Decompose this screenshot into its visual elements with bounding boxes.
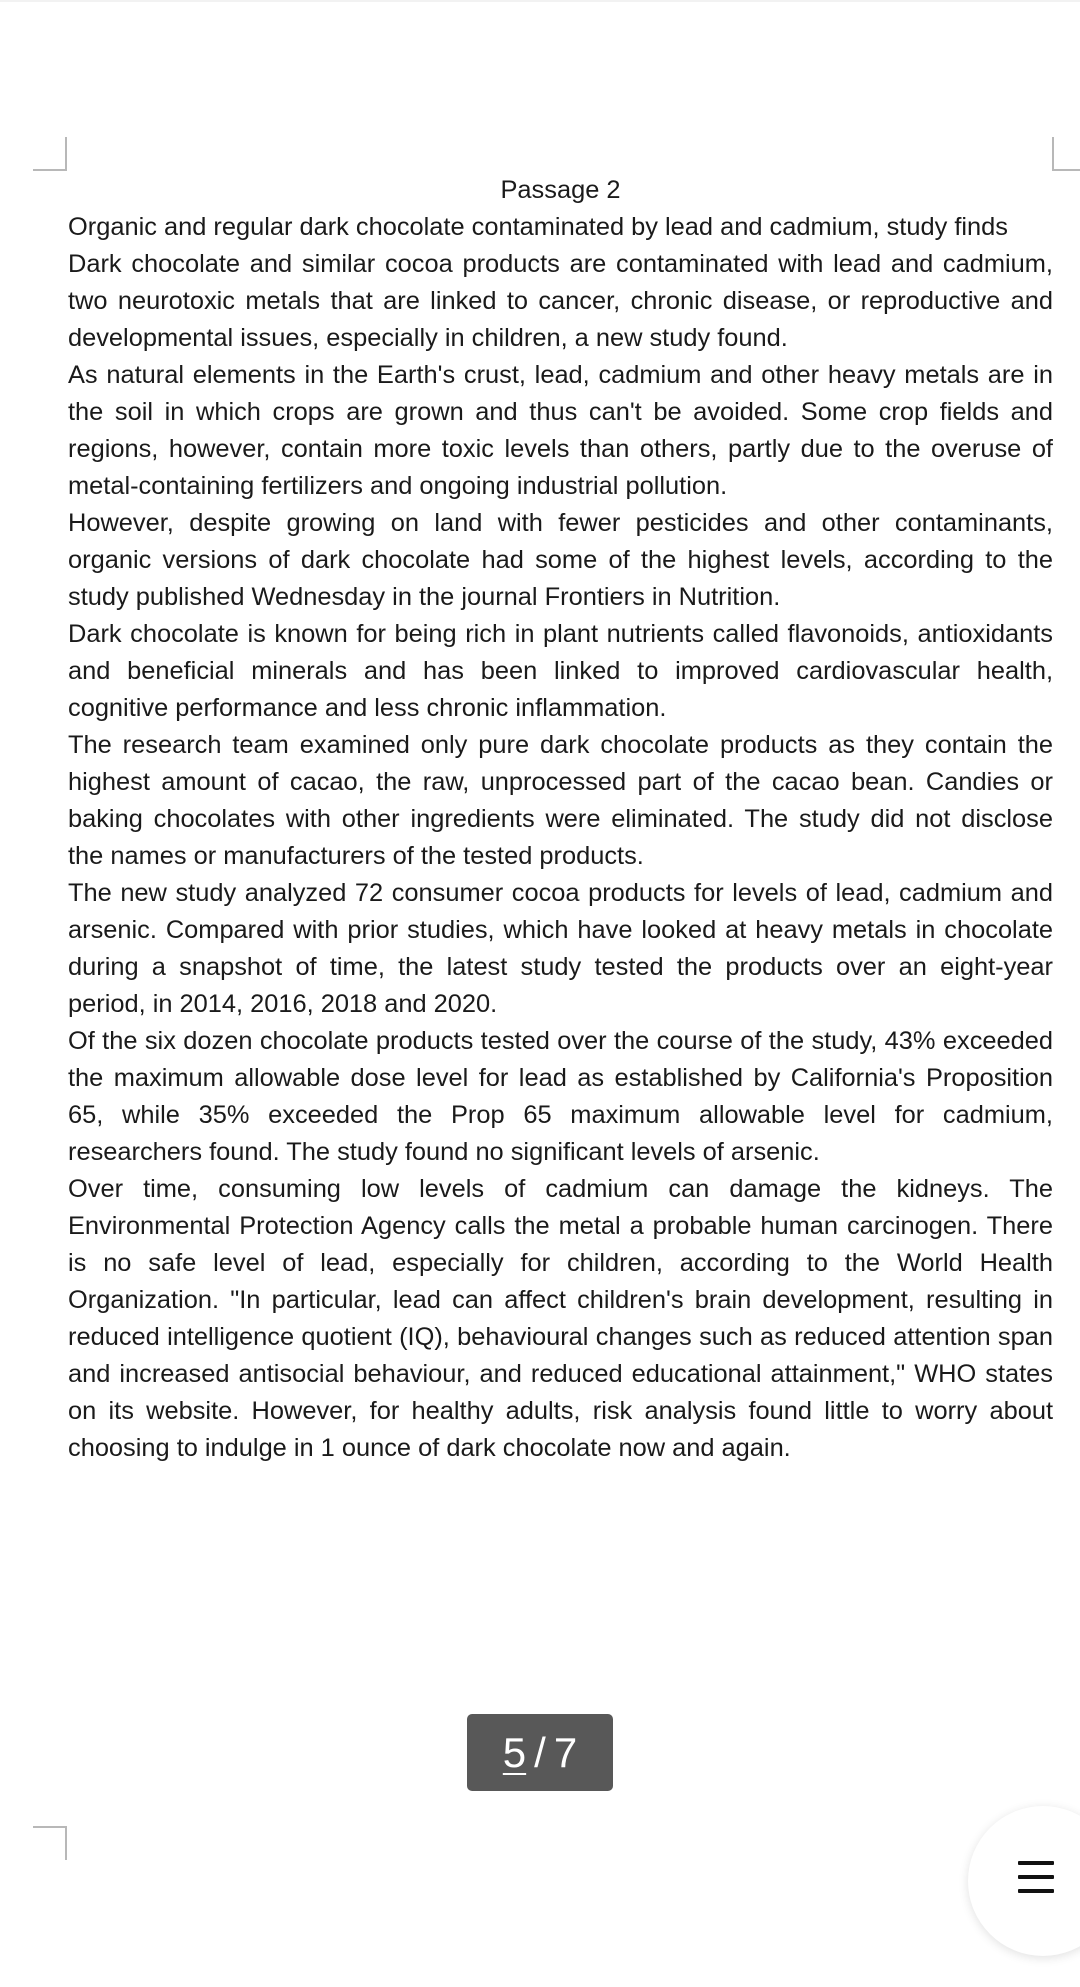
document-title: Passage 2 bbox=[500, 176, 621, 204]
paragraph: Dark chocolate is known for being rich in plant nutrients called flavonoids, antioxidants and beneficial minerals and has been linked to improved cardiovascular health, cognitive performance and less chronic inflammation. bbox=[68, 620, 1053, 722]
document-page bbox=[68, 172, 1053, 1467]
page-indicator[interactable] bbox=[467, 1714, 613, 1791]
hamburger-menu-icon bbox=[1018, 1861, 1054, 1893]
paragraph: Of the six dozen chocolate products tested over the course of the study, 43% exceeded the maximum allowable dose level for lead as established by California's Proposition 65, while 35% exceeded the Prop 65 maximum allowable level for cadmium, researchers found. The study found no significant levels of arsenic. bbox=[68, 1027, 1053, 1166]
page-corner-mark-top-right bbox=[1052, 137, 1080, 171]
paragraph: However, despite growing on land with fewer pesticides and other contaminants, organic versions of dark chocolate had some of the highest levels, according to the study published Wednesday in the journal Frontiers in Nutrition. bbox=[68, 509, 1053, 611]
menu-button[interactable] bbox=[968, 1806, 1080, 1956]
page-current-number[interactable]: 5 bbox=[502, 1728, 527, 1776]
page-corner-mark-bottom-left bbox=[33, 1826, 67, 1860]
paragraph: The new study analyzed 72 consumer cocoa products for levels of lead, cadmium and arsenic. Compared with prior studies, which have looked at heavy metals in chocolate during a snapshot of time, the latest study tested the products over an eight-year period, in 2014, 2016, 2018 and 2020. bbox=[68, 879, 1053, 1018]
paragraph: The research team examined only pure dark chocolate products as they contain the highest amount of cacao, the raw, unprocessed part of the cacao bean. Candies or baking chocolates with other ingredients were eliminated. The study did not disclose the names or manufacturers of the tested products. bbox=[68, 731, 1053, 870]
top-edge-divider bbox=[0, 0, 1080, 2]
paragraph: As natural elements in the Earth's crust, lead, cadmium and other heavy metals are in the soil in which crops are grown and thus can't be avoided. Some crop fields and regions, however, contain more toxic levels than others, partly due to the overuse of metal-containing fertilizers and ongoing industrial pollution. bbox=[68, 361, 1053, 500]
page-separator: / bbox=[534, 1728, 546, 1776]
paragraph: Over time, consuming low levels of cadmium can damage the kidneys. The Environmental Protection Agency calls the metal a probable human carcinogen. There is no safe level of lead, especially for children, according to the World Health Organization. "In particular, lead can affect children's brain development, resulting in reduced intelligence quotient (IQ), behavioural changes such as reduced attention span and increased antisocial behaviour, and reduced educational attainment," WHO states on its website. However, for healthy adults, risk analysis found little to worry about choosing to indulge in 1 ounce of dark chocolate now and again. bbox=[68, 1175, 1053, 1462]
page-total-count: 7 bbox=[553, 1728, 578, 1776]
page-corner-mark-top-left bbox=[33, 137, 67, 171]
article-heading: Organic and regular dark chocolate contaminated by lead and cadmium, study finds bbox=[68, 213, 1008, 241]
paragraph: Dark chocolate and similar cocoa products are contaminated with lead and cadmium, two neurotoxic metals that are linked to cancer, chronic disease, or reproductive and developmental issues, especially in children, a new study found. bbox=[68, 250, 1053, 352]
